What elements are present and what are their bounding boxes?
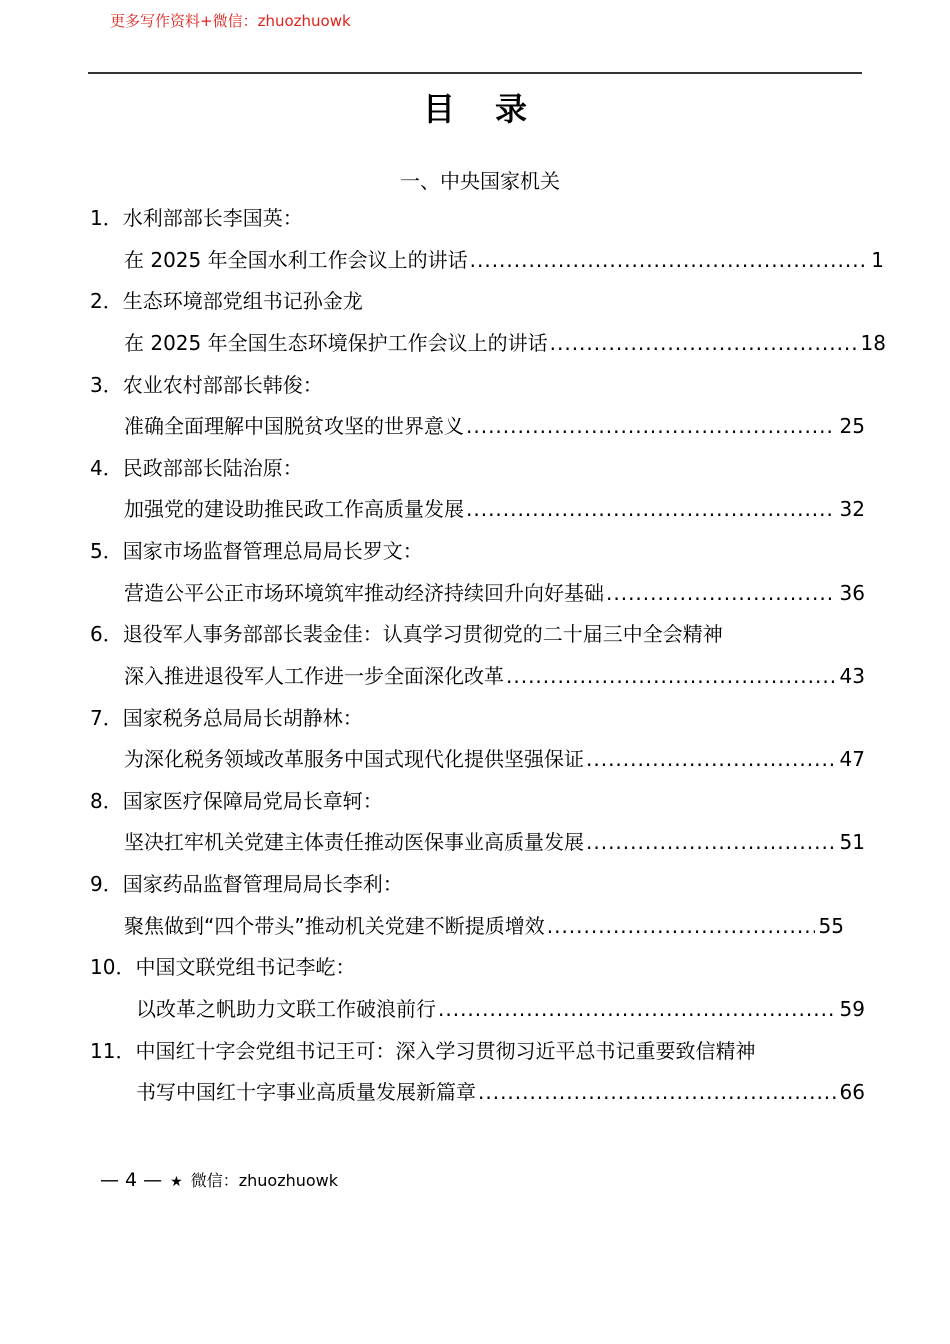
- toc-entry-title: 聚焦做到“四个带头”推动机关党建不断提质增效: [124, 914, 545, 938]
- dot-leader: [478, 1077, 836, 1107]
- star-icon: ★: [170, 1174, 183, 1190]
- toc-entry-line[interactable]: [124, 911, 844, 941]
- dot-leader: [547, 911, 815, 941]
- toc-entry-heading[interactable]: 5．国家市场监督管理总局局长罗文：: [90, 539, 423, 563]
- toc-entry-line[interactable]: [124, 411, 865, 441]
- toc-entry-line[interactable]: [124, 661, 865, 691]
- toc-page-number: 55: [818, 914, 844, 938]
- page-footer: [100, 1168, 338, 1191]
- toc-entry-line[interactable]: [136, 1077, 865, 1107]
- toc-entry-title: 以改革之帆助力文联工作破浪前行: [136, 997, 436, 1021]
- dot-leader: [466, 494, 836, 524]
- toc-entry-line[interactable]: [136, 994, 865, 1024]
- dot-leader: [606, 578, 836, 608]
- dot-leader: [470, 245, 868, 275]
- toc-entry-heading[interactable]: 1．水利部部长李国英：: [90, 206, 303, 230]
- toc-entry-heading[interactable]: 9．国家药品监督管理局局长李利：: [90, 872, 403, 896]
- toc-page-number: 59: [839, 997, 865, 1021]
- header-note: 更多写作资料+微信：zhuozhuowk: [110, 12, 351, 30]
- toc-entry-title: 在 2025 年全国生态环境保护工作会议上的讲话: [124, 331, 548, 355]
- toc-entry-heading[interactable]: 3．农业农村部部长韩俊：: [90, 373, 323, 397]
- toc-entry-heading[interactable]: 11．中国红十字会党组书记王可：深入学习贯彻习近平总书记重要致信精神: [90, 1039, 756, 1063]
- toc-entry-title: 在 2025 年全国水利工作会议上的讲话: [124, 248, 468, 272]
- dot-leader: [586, 827, 836, 857]
- toc-entry-title: 坚决扛牢机关党建主体责任推动医保事业高质量发展: [124, 830, 584, 854]
- toc-entry-title: 为深化税务领域改革服务中国式现代化提供坚强保证: [124, 747, 584, 771]
- toc-entry-heading[interactable]: 7．国家税务总局局长胡静林：: [90, 706, 363, 730]
- toc-page-number: 32: [839, 497, 865, 521]
- toc-page-number: 47: [839, 747, 865, 771]
- toc-page-number: 1: [871, 248, 884, 272]
- toc-entry-title: 深入推进退役军人工作进一步全面深化改革: [124, 664, 504, 688]
- toc-entry-heading[interactable]: 2．生态环境部党组书记孙金龙: [90, 289, 363, 313]
- toc-page-number: 51: [839, 830, 865, 854]
- toc-entry-title: 加强党的建设助推民政工作高质量发展: [124, 497, 464, 521]
- toc-entry-heading[interactable]: 10．中国文联党组书记李屹：: [90, 955, 356, 979]
- footer-page-number: — 4 —: [100, 1169, 163, 1191]
- toc-page-number: 18: [860, 331, 886, 355]
- toc-entry-title: 营造公平公正市场环境筑牢推动经济持续回升向好基础: [124, 581, 604, 605]
- toc-entry-title: 准确全面理解中国脱贫攻坚的世界意义: [124, 414, 464, 438]
- toc-entry-heading[interactable]: 6．退役军人事务部部长裴金佳：认真学习贯彻党的二十届三中全会精神: [90, 622, 723, 646]
- toc-entry-heading[interactable]: 4．民政部部长陆治原：: [90, 456, 303, 480]
- dot-leader: [438, 994, 836, 1024]
- toc-page-number: 36: [839, 581, 865, 605]
- dot-leader: [550, 328, 857, 358]
- toc-page-number: 25: [839, 414, 865, 438]
- dot-leader: [586, 744, 836, 774]
- toc-entry-heading[interactable]: 8．国家医疗保障局党局长章轲：: [90, 789, 383, 813]
- toc-entry-title: 书写中国红十字事业高质量发展新篇章: [136, 1080, 476, 1104]
- dot-leader: [506, 661, 836, 691]
- toc-entry-line[interactable]: [124, 245, 884, 275]
- dot-leader: [466, 411, 836, 441]
- toc-page-number: 66: [839, 1080, 865, 1104]
- top-divider: [88, 72, 862, 74]
- toc-entry-line[interactable]: [124, 744, 865, 774]
- section-heading: 一、中央国家机关: [400, 169, 560, 193]
- toc-entry-line[interactable]: [124, 827, 865, 857]
- footer-wechat: 微信：zhuozhuowk: [190, 1171, 339, 1190]
- page-title: 目录: [422, 90, 567, 128]
- toc-entry-line[interactable]: [124, 578, 865, 608]
- toc-entry-line[interactable]: [124, 328, 886, 358]
- toc-entry-line[interactable]: [124, 494, 865, 524]
- toc-page-number: 43: [839, 664, 865, 688]
